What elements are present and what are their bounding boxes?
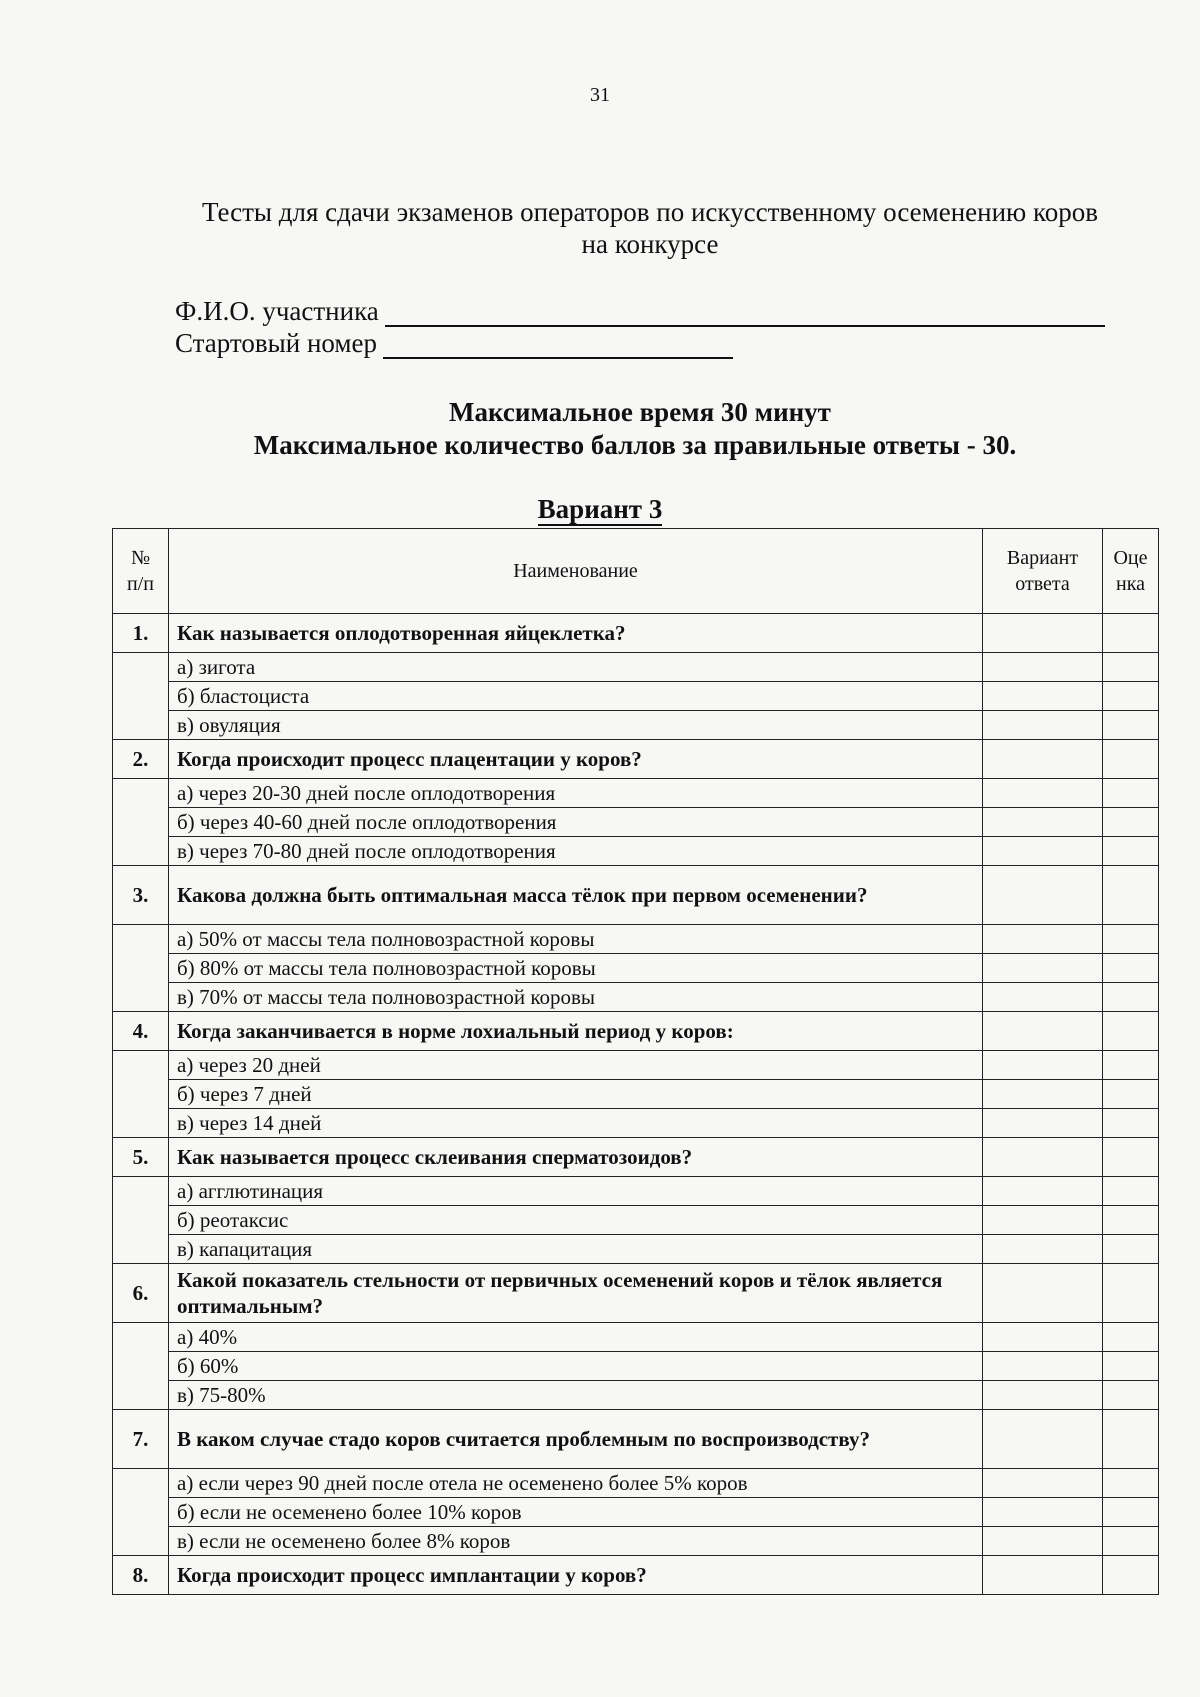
option-row (113, 1323, 1159, 1352)
grade-cell[interactable] (1103, 1109, 1159, 1138)
start-number-field[interactable] (175, 328, 733, 359)
option-row (113, 1498, 1159, 1527)
option-row (113, 954, 1159, 983)
answer-cell[interactable] (983, 983, 1103, 1012)
grade-cell[interactable] (1103, 1323, 1159, 1352)
participant-name-label: Ф.И.О. участника (175, 296, 379, 326)
answer-cell[interactable] (983, 1264, 1103, 1323)
answer-cell[interactable] (983, 837, 1103, 866)
option-text: б) через 7 дней (169, 1080, 983, 1109)
option-text: б) бластоциста (169, 682, 983, 711)
option-text: в) через 70-80 дней после оплодотворения (169, 837, 983, 866)
question-row (113, 740, 1159, 779)
option-row (113, 925, 1159, 954)
grade-cell[interactable] (1103, 653, 1159, 682)
grade-cell[interactable] (1103, 954, 1159, 983)
test-table (112, 528, 1159, 1595)
option-text: б) реотаксис (169, 1206, 983, 1235)
option-text: в) через 14 дней (169, 1109, 983, 1138)
question-row (113, 1556, 1159, 1595)
grade-cell[interactable] (1103, 1498, 1159, 1527)
question-row (113, 1410, 1159, 1469)
question-row (113, 1264, 1159, 1323)
option-text: б) 60% (169, 1352, 983, 1381)
answer-cell[interactable] (983, 1323, 1103, 1352)
grade-cell[interactable] (1103, 1080, 1159, 1109)
option-row (113, 808, 1159, 837)
option-text: а) зигота (169, 653, 983, 682)
grade-cell[interactable] (1103, 925, 1159, 954)
option-row (113, 1381, 1159, 1410)
grade-cell[interactable] (1103, 808, 1159, 837)
option-text: в) капацитация (169, 1235, 983, 1264)
grade-cell[interactable] (1103, 866, 1159, 925)
option-row (113, 983, 1159, 1012)
header-grade: Оце нка (1103, 529, 1159, 614)
header-num: № п/п (113, 529, 169, 614)
option-text: а) агглютинация (169, 1177, 983, 1206)
option-num-cell (113, 653, 169, 740)
question-number: 3. (113, 866, 169, 925)
header-name: Наименование (169, 529, 983, 614)
option-text: а) через 20 дней (169, 1051, 983, 1080)
option-text: б) через 40-60 дней после оплодотворения (169, 808, 983, 837)
answer-cell[interactable] (983, 1177, 1103, 1206)
title-line-2: на конкурсе (581, 229, 719, 259)
answer-cell[interactable] (983, 1498, 1103, 1527)
option-text: в) 75-80% (169, 1381, 983, 1410)
grade-cell[interactable] (1103, 740, 1159, 779)
variant-label: Вариант 3 (537, 494, 663, 524)
option-row (113, 1109, 1159, 1138)
answer-cell[interactable] (983, 1138, 1103, 1177)
answer-cell[interactable] (983, 740, 1103, 779)
grade-cell[interactable] (1103, 1352, 1159, 1381)
question-text: Как называется процесс склеивания сперматозоидов? (169, 1138, 983, 1177)
question-number: 5. (113, 1138, 169, 1177)
option-text: в) 70% от массы тела полновозрастной коровы (169, 983, 983, 1012)
answer-cell[interactable] (983, 1469, 1103, 1498)
participant-name-line[interactable] (385, 301, 1105, 327)
option-row (113, 1206, 1159, 1235)
answer-cell[interactable] (983, 711, 1103, 740)
question-row (113, 1012, 1159, 1051)
question-text: В каком случае стадо коров считается проблемным по воспроизводству? (169, 1410, 983, 1469)
question-row (113, 866, 1159, 925)
answer-cell[interactable] (983, 1206, 1103, 1235)
option-row (113, 711, 1159, 740)
grade-cell[interactable] (1103, 682, 1159, 711)
grade-cell[interactable] (1103, 1235, 1159, 1264)
answer-cell[interactable] (983, 653, 1103, 682)
grade-cell[interactable] (1103, 1177, 1159, 1206)
option-num-cell (113, 779, 169, 866)
answer-cell[interactable] (983, 1556, 1103, 1595)
question-text: Когда происходит процесс имплантации у коров? (169, 1556, 983, 1595)
max-score-heading: Максимальное количество баллов за правильные ответы - 30. (253, 430, 1017, 460)
answer-cell[interactable] (983, 779, 1103, 808)
grade-cell[interactable] (1103, 711, 1159, 740)
answer-cell[interactable] (983, 682, 1103, 711)
grade-cell[interactable] (1103, 779, 1159, 808)
question-number: 6. (113, 1264, 169, 1323)
answer-cell[interactable] (983, 1080, 1103, 1109)
grade-cell[interactable] (1103, 837, 1159, 866)
grade-cell[interactable] (1103, 1410, 1159, 1469)
answer-cell[interactable] (983, 614, 1103, 653)
grade-cell[interactable] (1103, 1527, 1159, 1556)
answer-cell[interactable] (983, 866, 1103, 925)
option-row (113, 653, 1159, 682)
option-num-cell (113, 1323, 169, 1410)
option-text: б) если не осеменено более 10% коров (169, 1498, 983, 1527)
question-text: Когда происходит процесс плацентации у коров? (169, 740, 983, 779)
question-number: 2. (113, 740, 169, 779)
grade-cell[interactable] (1103, 614, 1159, 653)
answer-cell[interactable] (983, 1109, 1103, 1138)
option-row (113, 1177, 1159, 1206)
option-text: а) через 20-30 дней после оплодотворения (169, 779, 983, 808)
answer-cell[interactable] (983, 954, 1103, 983)
grade-cell[interactable] (1103, 1469, 1159, 1498)
option-row (113, 779, 1159, 808)
grade-cell[interactable] (1103, 1051, 1159, 1080)
option-text: а) если через 90 дней после отела не осеменено более 5% коров (169, 1469, 983, 1498)
question-number: 8. (113, 1556, 169, 1595)
question-text: Какой показатель стельности от первичных осеменений коров и тёлок является оптимальным? (169, 1264, 983, 1323)
question-row (113, 614, 1159, 653)
question-row (113, 1138, 1159, 1177)
option-text: в) если не осеменено более 8% коров (169, 1527, 983, 1556)
option-text: б) 80% от массы тела полновозрастной коровы (169, 954, 983, 983)
variant-heading (0, 494, 1200, 525)
option-row (113, 1051, 1159, 1080)
grade-cell[interactable] (1103, 1381, 1159, 1410)
answer-cell[interactable] (983, 1051, 1103, 1080)
document-title (150, 196, 1150, 260)
option-row (113, 1469, 1159, 1498)
grade-cell[interactable] (1103, 983, 1159, 1012)
start-number-line[interactable] (383, 333, 733, 359)
answer-cell[interactable] (983, 1352, 1103, 1381)
option-row (113, 1527, 1159, 1556)
max-time-heading: Максимальное время 30 минут (449, 397, 831, 427)
option-row (113, 1080, 1159, 1109)
option-row (113, 1235, 1159, 1264)
question-text: Когда заканчивается в норме лохиальный период у коров: (169, 1012, 983, 1051)
grade-cell[interactable] (1103, 1556, 1159, 1595)
option-num-cell (113, 1051, 169, 1138)
answer-cell[interactable] (983, 1012, 1103, 1051)
table-header-row (113, 529, 1159, 614)
start-number-label: Стартовый номер (175, 328, 377, 358)
participant-name-field[interactable] (175, 296, 1105, 327)
option-text: а) 50% от массы тела полновозрастной коровы (169, 925, 983, 954)
grade-cell[interactable] (1103, 1264, 1159, 1323)
answer-cell[interactable] (983, 1527, 1103, 1556)
header-answer: Вариант ответа (983, 529, 1103, 614)
option-text: в) овуляция (169, 711, 983, 740)
option-num-cell (113, 1469, 169, 1556)
answer-cell[interactable] (983, 1410, 1103, 1469)
table-body (113, 614, 1159, 1595)
answer-cell[interactable] (983, 925, 1103, 954)
title-line-1: Тесты для сдачи экзаменов операторов по искусственному осеменению коров (202, 197, 1098, 227)
page-number: 31 (590, 84, 610, 106)
question-number: 4. (113, 1012, 169, 1051)
option-text: а) 40% (169, 1323, 983, 1352)
question-number: 1. (113, 614, 169, 653)
question-text: Как называется оплодотворенная яйцеклетка? (169, 614, 983, 653)
option-num-cell (113, 925, 169, 1012)
grade-cell[interactable] (1103, 1012, 1159, 1051)
option-num-cell (113, 1177, 169, 1264)
option-row (113, 1352, 1159, 1381)
option-row (113, 837, 1159, 866)
question-text: Какова должна быть оптимальная масса тёлок при первом осеменении? (169, 866, 983, 925)
grade-cell[interactable] (1103, 1206, 1159, 1235)
answer-cell[interactable] (983, 1381, 1103, 1410)
question-number: 7. (113, 1410, 169, 1469)
option-row (113, 682, 1159, 711)
answer-cell[interactable] (983, 1235, 1103, 1264)
grade-cell[interactable] (1103, 1138, 1159, 1177)
answer-cell[interactable] (983, 808, 1103, 837)
